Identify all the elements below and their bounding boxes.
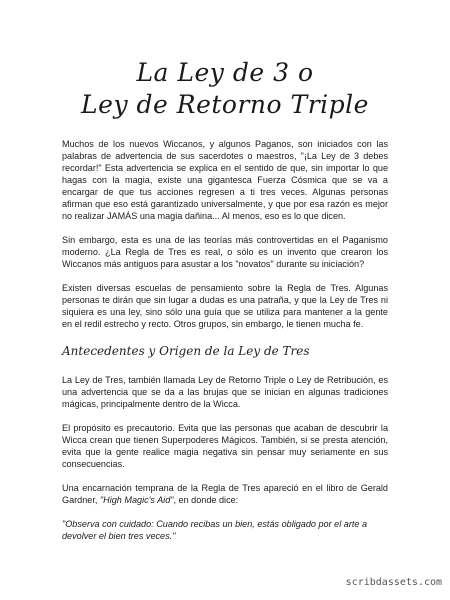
document-title-line-1: La Ley de 3 o <box>136 58 314 87</box>
citation-text: Una encarnación temprana de la Regla de Tres apareció en el libro de Gerald Gardner, <box>62 483 388 505</box>
book-title: "High Magic's Aid" <box>99 495 174 505</box>
paragraph: Sin embargo, esta es una de las teorías más controvertidas en el Paganismo moderno. ¿La Regla de Tres es real, o sólo es un invento que crearon los Wiccanos más antiguos para asustar a los "novatos" durante su iniciación? <box>62 235 388 269</box>
paragraph: Existen diversas escuelas de pensamiento sobre la Regla de Tres. Algunas personas te dirán que sin lugar a dudas es una patraña, y que la Ley de Tres ni siquiera es una ley, sino sólo una guía que se utiliza para mantener a la gente en el redil estrecho y recto. Otros grupos, sin embargo, le tienen mucha fe. <box>62 283 388 329</box>
origin-section <box>62 374 388 554</box>
citation-suffix: , en donde dice: <box>173 495 239 505</box>
paragraph-citation <box>62 482 388 506</box>
paragraph: El propósito es precautorio. Evita que las personas que acaban de descubrir la Wicca crean que tienen Superpoderes Mágicos. También, si se presta atención, evita que la gente realice magia negativa sin pensar muy seriamente en sus consecuencias. <box>62 423 388 469</box>
section-heading: Antecedentes y Origen de la Ley de Tres <box>62 344 310 358</box>
document-title-line-2: Ley de Retorno Triple <box>81 90 369 119</box>
watermark: scribdassets.com <box>345 577 442 588</box>
intro-section <box>62 138 388 342</box>
block-quote: "Observa con cuidado: Cuando recibas un bien, estás obligado por el arte a devolver el bien tres veces." <box>62 519 368 541</box>
paragraph: Muchos de los nuevos Wiccanos, y algunos Paganos, son iniciados con las palabras de advertencia de sus sacerdotes o maestros, "¡La Ley de 3 debes recordar!" Esta advertencia se explica en el sentido de que, sin importar lo que hagas con la magia, existe una gigantesca Fuerza Cósmica que se va a encargar de que tus acciones regresen a ti tres veces. Algunas personas afirman que eso está garantizado universalmente, y que por esa razón es mejor no realizar JAMÁS una magia dañina... Al menos, eso es lo que dicen. <box>62 139 388 221</box>
paragraph: La Ley de Tres, también llamada Ley de Retorno Triple o Ley de Retribución, es una advertencia que se da a las brujas que se inician en algunas tradiciones mágicas, principalmente dentro de la Wicca. <box>62 375 388 409</box>
